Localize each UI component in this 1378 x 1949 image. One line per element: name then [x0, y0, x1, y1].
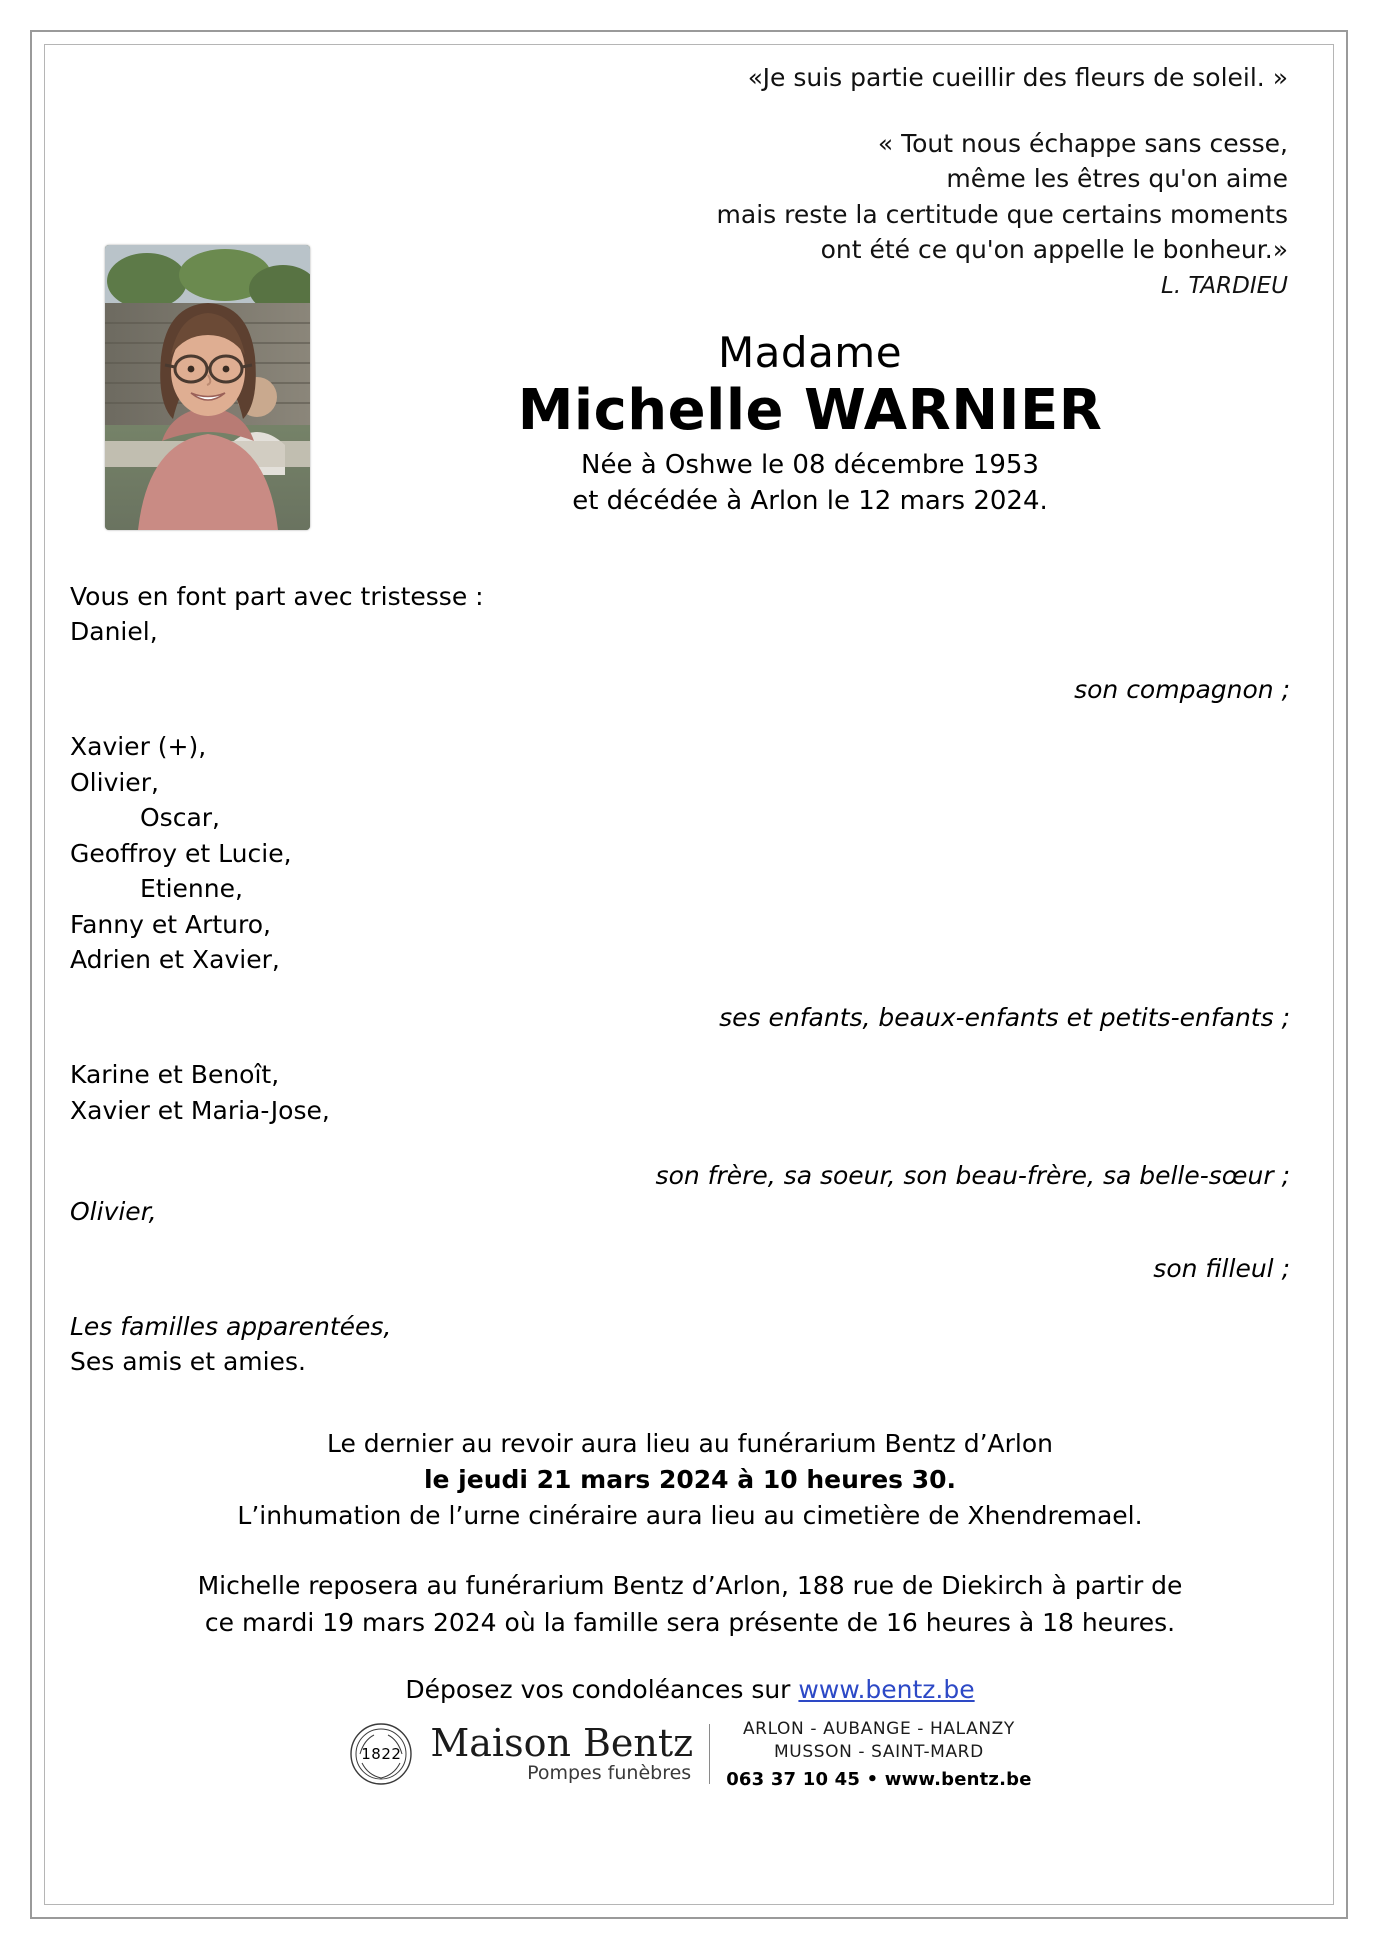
deceased-fullname: Michelle WARNIER	[517, 378, 1103, 444]
spacer	[70, 978, 1310, 1000]
relatives-line: Les familles apparentées,	[70, 1311, 392, 1341]
quote-author: L. TARDIEU	[1161, 272, 1288, 299]
quote-first: «Je suis partie cueillir des fleurs de soleil. »	[747, 63, 1288, 92]
spacer	[70, 1287, 1310, 1309]
spacer	[70, 1035, 1310, 1057]
brand-name: Maison Bentz	[430, 1720, 694, 1765]
spacer	[70, 707, 1310, 729]
child-5: Etienne,	[140, 874, 243, 904]
sibling-2: Xavier et Maria-Jose,	[70, 1095, 330, 1125]
towns-line-1: ARLON - AUBANGE - HALANZY	[742, 1718, 1015, 1739]
condolences-block	[70, 1675, 1310, 1704]
siblings-role: son frère, sa soeur, son beau-frère, sa belle-sœur ;	[655, 1161, 1290, 1191]
ceremony-line-3: L’inhumation de l’urne cinéraire aura lieu au cimetière de Xhendremael.	[237, 1501, 1143, 1531]
child-1: Xavier (+),	[70, 732, 207, 762]
phone-and-site: 063 37 10 45 • www.bentz.be	[726, 1768, 1032, 1790]
family-intro: Vous en font part avec tristesse :	[70, 581, 484, 611]
child-7: Adrien et Xavier,	[70, 945, 280, 975]
repose-block	[70, 1568, 1310, 1641]
towns-line-2: MUSSON - SAINT-MARD	[774, 1741, 984, 1762]
spacer	[70, 1229, 1310, 1251]
quote-second-line-1: « Tout nous échappe sans cesse,	[877, 128, 1288, 158]
portrait-photo	[105, 245, 310, 530]
sibling-1: Karine et Benoît,	[70, 1060, 280, 1090]
birth-line: Née à Oshwe le 08 décembre 1953	[581, 450, 1039, 481]
child-6: Fanny et Arturo,	[70, 909, 271, 939]
brand-subtitle: Pompes funèbres	[527, 1761, 692, 1784]
ceremony-line-1: Le dernier au revoir aura lieu au funérarium Bentz d’Arlon	[326, 1428, 1054, 1458]
companion-name: Daniel,	[70, 617, 158, 647]
children-role: ses enfants, beaux-enfants et petits-enfants ;	[719, 1002, 1290, 1032]
quote-second-line-2: même les êtres qu'on aime	[946, 164, 1288, 193]
godson-role: son filleul ;	[1153, 1254, 1290, 1284]
spacer	[70, 1128, 1310, 1158]
death-line: et décédée à Arlon le 12 mars 2024.	[572, 485, 1048, 516]
child-3: Oscar,	[140, 803, 220, 833]
companion-role: son compagnon ;	[1074, 674, 1290, 704]
godson-name: Olivier,	[70, 1196, 157, 1226]
friends-line: Ses amis et amies.	[70, 1347, 306, 1377]
seal-year: 1822	[361, 1744, 402, 1763]
ceremony-block	[70, 1426, 1310, 1535]
funeral-home-logo	[70, 1718, 1310, 1790]
seal-icon	[348, 1721, 414, 1787]
repose-line-1: Michelle reposera au funérarium Bentz d’Arlon, 188 rue de Diekirch à partir de	[197, 1571, 1183, 1601]
logo-divider	[709, 1724, 710, 1784]
ceremony-datetime: le jeudi 21 mars 2024 à 10 heures 30.	[423, 1464, 957, 1494]
obituary-card	[70, 60, 1310, 1890]
brand-block	[430, 1720, 694, 1784]
child-4: Geoffroy et Lucie,	[70, 838, 292, 868]
spacer	[70, 650, 1310, 672]
repose-line-2: ce mardi 19 mars 2024 où la famille sera présente de 16 heures à 18 heures.	[204, 1607, 1176, 1637]
quote-second-line-4: ont été ce qu'on appelle le bonheur.»	[820, 235, 1288, 264]
deceased-title: Madame	[717, 328, 903, 378]
family-announcement	[70, 579, 1310, 1380]
child-2: Olivier,	[70, 767, 159, 797]
contact-block	[726, 1718, 1031, 1790]
quote-second-line-3: mais reste la certitude que certains moments	[716, 199, 1288, 229]
condolences-link[interactable]: www.bentz.be	[798, 1674, 975, 1704]
condolences-prefix: Déposez vos condoléances sur	[405, 1674, 799, 1704]
